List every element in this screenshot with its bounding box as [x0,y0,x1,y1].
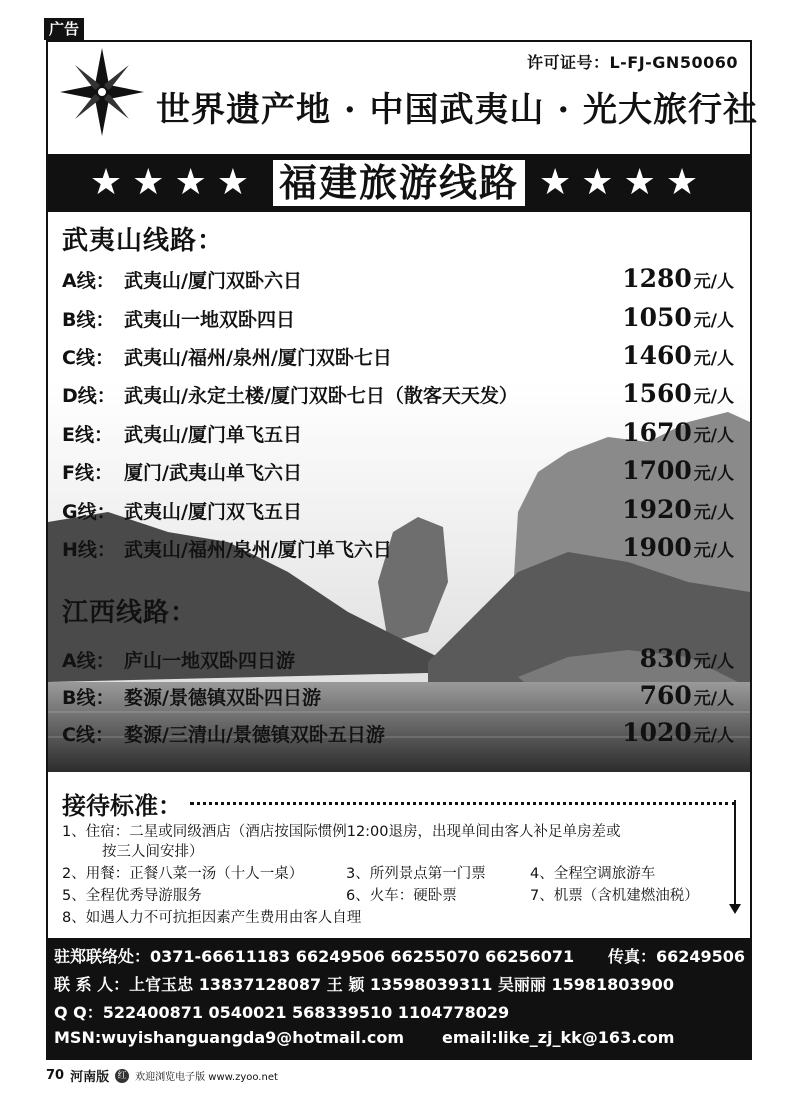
route-row-e [62,418,734,452]
banner-stars-left: ★★★★ [89,162,259,203]
standard-item: 3、所列景点第一门票 [346,866,486,882]
route-row-c [62,341,734,375]
route-code: B线： [62,687,115,709]
edition-badge-icon: 红 [115,1069,129,1083]
route-row-a [62,264,734,298]
route-row-b [62,303,734,337]
route-code: G线： [62,501,116,523]
office-phones: 驻郑联络处：0371-66611183 66249506 66255070 66256071 [54,947,575,966]
route-unit: 元/人 [693,726,734,746]
license-number: 许可证号：L-FJ-GN50060 [526,53,738,72]
route-name: 厦门/武夷山单飞六日 [124,462,302,484]
route-unit: 元/人 [693,541,734,561]
jx-route-row-b [62,681,734,715]
website-notice: 欢迎浏览电子版 www.zyoo.net [135,1072,278,1083]
route-name: 武夷山/厦门双飞五日 [124,501,302,523]
route-name: 婺源/三清山/景德镇双卧五日游 [124,724,385,746]
standard-item: 1、住宿：二星或同级酒店（酒店按国际惯例12:00退房，出现单间由客人补足单房差或 [62,824,621,840]
banner-stars-right: ★★★★ [539,162,709,203]
standard-item: 5、全程优秀导游服务 [62,888,202,904]
route-name: 庐山一地双卧四日游 [124,650,296,672]
route-unit: 元/人 [693,464,734,484]
route-name: 武夷山/厦门双卧六日 [124,270,302,292]
route-code: C线： [62,347,114,369]
jiangxi-section-title: 江西线路： [62,598,198,628]
route-price: 1280 [622,264,692,293]
standards-arrow-line [734,800,736,908]
standards-dotted-rule [190,802,736,805]
route-name: 武夷山一地双卧四日 [124,309,296,331]
standard-item: 4、全程空调旅游车 [530,866,656,882]
route-unit: 元/人 [693,689,734,709]
arrow-down-icon [729,904,741,914]
title-banner [48,154,750,212]
route-code: C线： [62,724,114,746]
email-address: email:like_zj_kk@163.com [442,1028,675,1047]
route-unit: 元/人 [693,272,734,292]
route-code: A线： [62,270,115,292]
route-unit: 元/人 [693,349,734,369]
route-price: 1670 [622,418,692,447]
route-name: 武夷山/福州/泉州/厦门单飞六日 [124,539,392,561]
route-price: 830 [639,644,692,673]
route-unit: 元/人 [693,503,734,523]
route-unit: 元/人 [693,387,734,407]
route-code: B线： [62,309,115,331]
route-code: A线： [62,650,115,672]
edition-label: 河南版 [70,1070,110,1085]
jx-route-row-c [62,718,734,752]
banner-title: 福建旅游线路 [273,160,525,206]
route-unit: 元/人 [693,652,734,672]
route-unit: 元/人 [693,426,734,446]
standard-item: 2、用餐：正餐八菜一汤（十人一桌） [62,866,304,882]
route-price: 760 [639,681,692,710]
contact-persons: 联 系 人：上官玉忠 13837128087 王 颖 13598039311 吴丽丽 15981803900 [54,975,674,994]
ad-tag: 广告 [44,18,84,40]
standard-item: 7、机票（含机建燃油税） [530,888,699,904]
standards-title: 接待标准： [62,792,182,820]
route-price: 1020 [622,718,692,747]
fax-number: 传真：66249506 [608,947,746,966]
page-number: 70 [46,1068,65,1083]
route-row-h [62,533,734,567]
compass-star-logo [58,46,146,138]
route-name: 武夷山/福州/泉州/厦门双卧七日 [124,347,392,369]
qq-numbers: Q Q：522400871 0540021 568339510 1104778029 [54,1003,510,1022]
agency-name: 世界遗产地 · 中国武夷山 · 光大旅行社 [156,90,759,130]
standard-item: 按三人间安排） [102,844,204,860]
advertisement-frame [46,40,759,1060]
route-row-g [62,495,734,529]
route-price: 1460 [622,341,692,370]
page-footer [46,1066,278,1085]
route-price: 1560 [622,379,692,408]
wuyi-section-title: 武夷山线路： [62,226,225,256]
route-code: E线： [62,424,113,446]
route-unit: 元/人 [693,311,734,331]
route-code: H线： [62,539,116,561]
standard-item: 6、火车：硬卧票 [346,888,457,904]
route-price: 1700 [622,456,692,485]
route-code: F线： [62,462,113,484]
standard-item: 8、如遇人力不可抗拒因素产生费用由客人自理 [62,910,362,926]
route-price: 1900 [622,533,692,562]
contact-panel [48,938,750,1058]
msn-address: MSN:wuyishanguangda9@hotmail.com [54,1028,404,1047]
route-price: 1050 [622,303,692,332]
route-name: 武夷山/永定土楼/厦门双卧七日（散客天天发） [124,385,518,407]
jx-route-row-a [62,644,734,678]
route-code: D线： [62,385,116,407]
route-row-f [62,456,734,490]
route-name: 武夷山/厦门单飞五日 [124,424,302,446]
route-row-d [62,379,734,413]
route-price: 1920 [622,495,692,524]
route-name: 婺源/景德镇双卧四日游 [124,687,321,709]
